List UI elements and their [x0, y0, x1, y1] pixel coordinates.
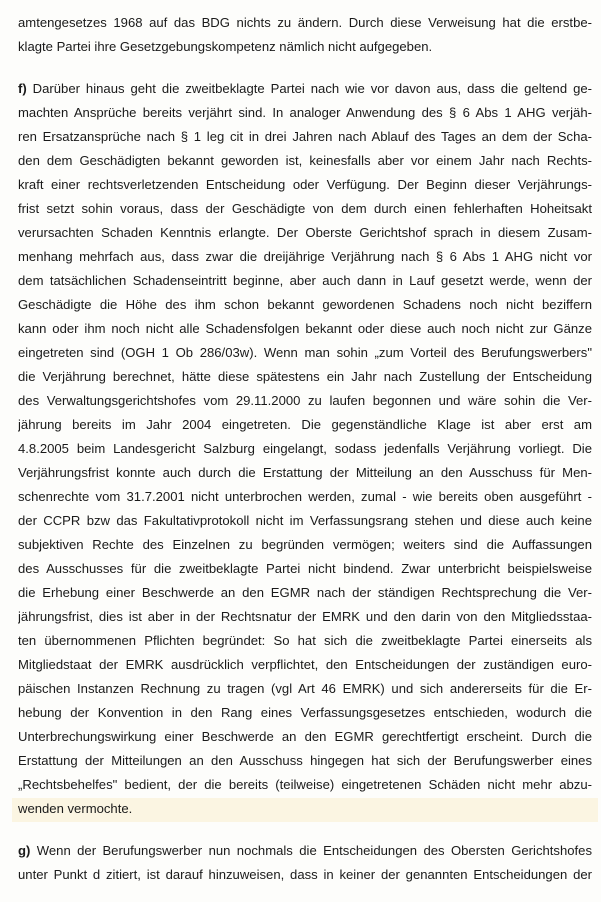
- text-line: [18, 749, 592, 773]
- text-line: [18, 413, 592, 437]
- line-text: amtengesetzes 1968 auf das BDG nichts zu ändern. Durch diese Verweisung hat die erstbe-: [18, 15, 592, 30]
- text-line: [18, 341, 592, 365]
- text-line: [18, 35, 592, 59]
- line-text: Darüber hinaus geht die zweitbeklagte Partei nach wie vor davon aus, dass die geltend ge-: [26, 81, 592, 96]
- text-line: [18, 317, 592, 341]
- text-line: [18, 773, 592, 797]
- text-line: [18, 485, 592, 509]
- line-text: Erstattung der Mitteilungen an den Ausschuss hingegen hat sich der Berufungswerber eines: [18, 753, 592, 768]
- text-line: [18, 701, 592, 725]
- line-text: des Verwaltungsgerichtshofes vom 29.11.2000 zu laufen begonnen und wäre sohin die Ver-: [18, 393, 592, 408]
- text-line: [18, 245, 592, 269]
- text-line: [18, 653, 592, 677]
- text-line: [18, 677, 592, 701]
- text-line: [18, 581, 592, 605]
- text-line: [18, 125, 592, 149]
- line-text: ren Ersatzansprüche nach § 1 leg cit in drei Jahren nach Ablauf des Tages an dem der Scha-: [18, 129, 592, 144]
- text-line: [18, 629, 592, 653]
- line-text: Verjährungsfrist konnte auch durch die Erstattung der Mitteilung an den Ausschuss für Men-: [18, 465, 592, 480]
- line-text: päischen Instanzen Rechnung zu tragen (vgl Art 46 EMRK) und sich andererseits für die Er-: [18, 681, 592, 696]
- text-line: [18, 389, 592, 413]
- line-text: eingetreten sind (OGH 1 Ob 286/03w). Wenn man sohin „zum Vorteil des Berufungswerbers": [18, 345, 592, 360]
- text-line: [18, 533, 592, 557]
- text-line: [18, 605, 592, 629]
- text-line: [18, 863, 592, 887]
- text-line: [18, 221, 592, 245]
- text-line: [18, 149, 592, 173]
- line-text: schenrechte vom 31.7.2001 nicht unterbrochen werden, zumal - wie bereits oben ausgeführt -: [18, 489, 592, 504]
- text-line: [18, 269, 592, 293]
- text-line: [18, 725, 592, 749]
- line-text: verursachten Schaden Kenntnis erlangte. Der Oberste Gerichtshof sprach in diesem Zusam-: [18, 225, 592, 240]
- text-line: [18, 11, 592, 35]
- line-text: Unterbrechungswirkung einer Beschwerde an den EGMR gerechtfertigt erscheint. Durch die: [18, 729, 592, 744]
- text-line: [18, 797, 592, 821]
- line-text: „Rechtsbehelfes" bedient, der die bereits (teilweise) eingetretenen Schäden nicht mehr abzu-: [18, 777, 592, 792]
- line-text: kraft einer rechtsverletzenden Entscheidung oder Verfügung. Der Beginn dieser Verjährungs-: [18, 177, 592, 192]
- line-text: jährungsfrist, dies ist aber in der Rechtsnatur der EMRK und den darin von den Mitgliedsstaa-: [18, 609, 592, 624]
- text-line: [18, 509, 592, 533]
- text-line: [18, 293, 592, 317]
- line-text: subjektiven Rechte des Einzelnen zu begründen vermögen; weiters sind die Auffassungen: [18, 537, 592, 552]
- line-text: Wenn der Berufungswerber nun nochmals die Entscheidungen des Obersten Gerichtshofes: [30, 843, 592, 858]
- line-text: menhang mehrfach aus, dass zwar die dreijährige Verjährung nach § 6 Abs 1 AHG nicht vor: [18, 249, 592, 264]
- line-text: hebung der Konvention in den Rang eines Verfassungsgesetzes entschieden, wodurch die: [18, 705, 592, 720]
- line-text: kann oder ihm noch nicht alle Schadensfolgen bekannt oder diese auch noch nicht zur Gänze: [18, 321, 592, 336]
- line-text: machten Ansprüche bereits verjährt sind. In analoger Anwendung des § 6 Abs 1 AHG verjäh-: [18, 105, 592, 120]
- line-text: dem tatsächlichen Schadenseintritt beginne, aber auch dann in Lauf gesetzt werde, wenn der: [18, 273, 592, 288]
- text-line: [18, 839, 592, 863]
- line-text: frist setzt sohin voraus, dass der Geschädigte von dem durch einen fehlerhaften Hoheitsakt: [18, 201, 592, 216]
- text-line: [18, 461, 592, 485]
- line-text: die Erhebung einer Beschwerde an den EGMR nach der ständigen Rechtsprechung die Ver-: [18, 585, 592, 600]
- line-text: Geschädigte die Höhe des ihm schon bekannt gewordenen Schadens noch nicht beziffern: [18, 297, 592, 312]
- line-text: Mitgliedstaat der EMRK ausdrücklich verpflichtet, den Entscheidungen der zuständigen euro-: [18, 657, 592, 672]
- line-text: die Verjährung berechnet, hätte diese spätestens ein Jahr nach Zustellung der Entscheidung: [18, 369, 592, 384]
- line-text: wenden vermochte.: [18, 801, 133, 816]
- line-text: klagte Partei ihre Gesetzgebungskompetenz nämlich nicht aufgegeben.: [18, 39, 433, 54]
- text-line: [18, 77, 592, 101]
- text-line: [18, 101, 592, 125]
- line-text: ten übernommenen Pflichten begründet: So hat sich die zweitbeklagte Partei einerseits als: [18, 633, 592, 648]
- paragraph-label: g): [18, 843, 31, 858]
- line-text: 4.8.2005 beim Landesgericht Salzburg eingelangt, sodass jedenfalls Verjährung vorliegt. Die: [18, 441, 592, 456]
- text-line: [18, 365, 592, 389]
- line-text: der CCPR bzw das Fakultativprotokoll nicht im Verfassungsrang stehen und diese auch keine: [18, 513, 592, 528]
- paragraph-label: f): [18, 81, 27, 96]
- line-text: unter Punkt d zitiert, ist darauf hinzuweisen, dass in keiner der genannten Entscheidungen der: [18, 867, 592, 882]
- text-line: [18, 173, 592, 197]
- text-line: [18, 437, 592, 461]
- text-line: [18, 197, 592, 221]
- line-text: den dem Geschädigten bekannt geworden ist, keinesfalls aber vor einem Jahr nach Rechts-: [18, 153, 592, 168]
- text-line: [18, 557, 592, 581]
- line-text: des Ausschusses für die zweitbeklagte Partei nicht bindend. Zwar unterbricht beispielsweise: [18, 561, 592, 576]
- line-text: jährung bereits im Jahr 2004 eingetreten. Die gegenständliche Klage ist aber erst am: [18, 417, 592, 432]
